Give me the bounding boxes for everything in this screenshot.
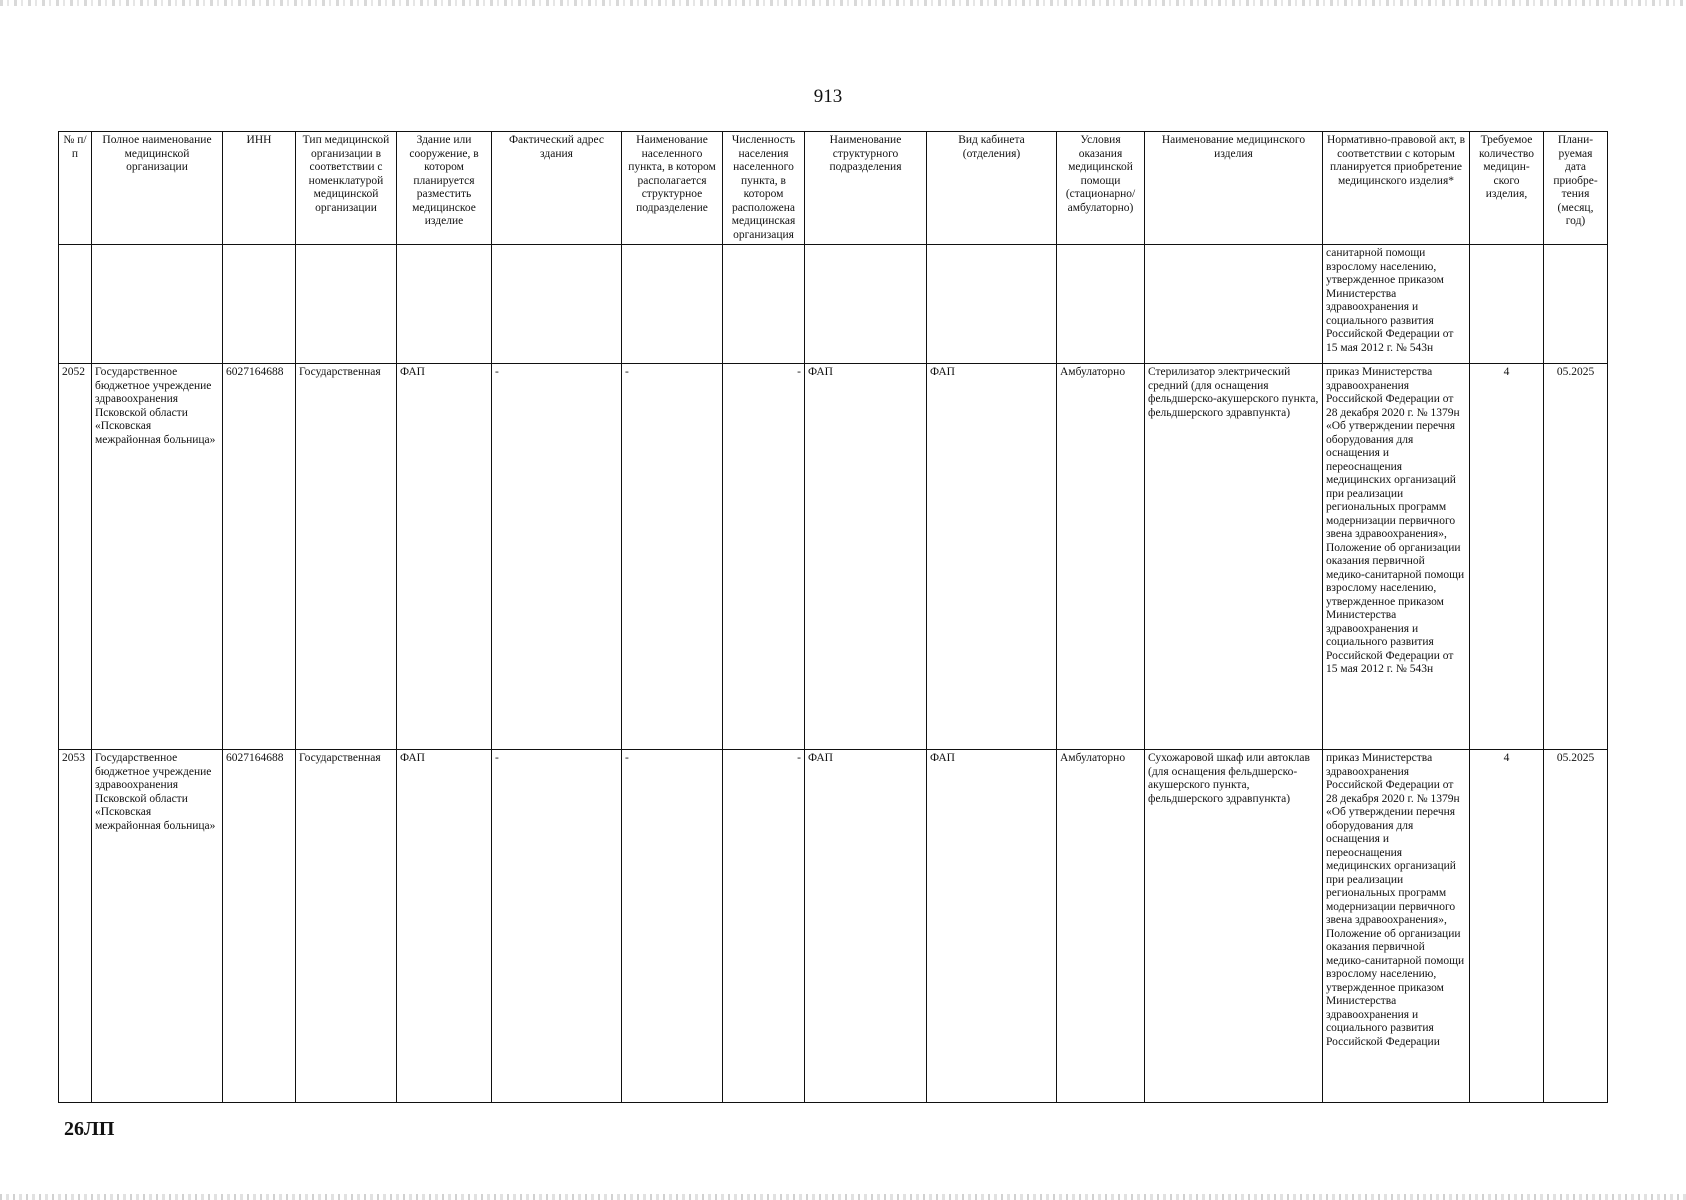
cell-empty <box>1544 245 1608 364</box>
cell-empty <box>927 245 1057 364</box>
table-header-row <box>59 132 1608 245</box>
table-row <box>59 750 1608 1103</box>
header-device: Наименование медицинского изделия <box>1145 132 1323 245</box>
header-qty: Требуемое количество медицин-ского изделия, <box>1470 132 1544 245</box>
cell-org: Государственное бюджетное учреждение здравоохранения Псковской области «Псковская межрайонная больница» <box>92 364 223 750</box>
cell-unit: ФАП <box>805 364 927 750</box>
cell-device: Стерилизатор электрический средний (для оснащения фельдшерско-акушерского пункта, фельдшерского здравпункта) <box>1145 364 1323 750</box>
header-unit: Наименование структурного подразделения <box>805 132 927 245</box>
header-act: Нормативно-правовой акт, в соответствии с которым планируется приобретение медицинского изделия* <box>1323 132 1470 245</box>
cell-inn: 6027164688 <box>223 750 296 1103</box>
header-cabinet: Вид кабинета (отделения) <box>927 132 1057 245</box>
page-number: 913 <box>813 86 843 107</box>
cell-empty <box>1057 245 1145 364</box>
cell-qty: 4 <box>1470 364 1544 750</box>
cell-act: приказ Министерства здравоохранения Российской Федерации от 28 декабря 2020 г. № 1379н «Об утверждении перечня оборудования для оснащения и переоснащения медицинских организаций при реализации региональных программ модернизации первичного звена здравоохранения», Положение об организации оказания первичной медико-санитарной помощи взрослому населению, утвержденное приказом Министерства здравоохранения и социального развития Российской Федерации <box>1323 750 1470 1103</box>
table-row-continuation <box>59 245 1608 364</box>
cell-qty: 4 <box>1470 750 1544 1103</box>
header-inn: ИНН <box>223 132 296 245</box>
cell-empty <box>92 245 223 364</box>
cell-address: - <box>492 364 622 750</box>
footer-code: 26ЛП <box>64 1118 115 1140</box>
cell-inn: 6027164688 <box>223 364 296 750</box>
cell-cabinet: ФАП <box>927 364 1057 750</box>
cell-cabinet: ФАП <box>927 750 1057 1103</box>
cell-population: - <box>723 750 805 1103</box>
cell-empty <box>805 245 927 364</box>
cell-settlement: - <box>622 364 723 750</box>
cell-act: приказ Министерства здравоохранения Российской Федерации от 28 декабря 2020 г. № 1379н «Об утверждении перечня оборудования для оснащения и переоснащения медицинских организаций при реализации региональных программ модернизации первичного звена здравоохранения», Положение об организации оказания первичной медико-санитарной помощи взрослому населению, утвержденное приказом Министерства здравоохранения и социального развития Российской Федерации от 15 мая 2012 г. № 543н <box>1323 364 1470 750</box>
header-org: Полное наименование медицинской организации <box>92 132 223 245</box>
scan-edge-top <box>0 0 1686 6</box>
header-num: № п/п <box>59 132 92 245</box>
cell-org: Государственное бюджетное учреждение здравоохранения Псковской области «Псковская межрайонная больница» <box>92 750 223 1103</box>
cell-population: - <box>723 364 805 750</box>
cell-conditions: Амбулаторно <box>1057 364 1145 750</box>
cell-empty <box>296 245 397 364</box>
equipment-table <box>58 131 1608 1103</box>
cell-empty <box>723 245 805 364</box>
cell-empty <box>492 245 622 364</box>
cell-conditions: Амбулаторно <box>1057 750 1145 1103</box>
cell-empty <box>397 245 492 364</box>
header-date: Плани-руемая дата приобре-тения (месяц, год) <box>1544 132 1608 245</box>
cell-building: ФАП <box>397 750 492 1103</box>
header-population: Численность населения населенного пункта, в котором расположена медицинская организация <box>723 132 805 245</box>
header-settlement: Наименование населенного пункта, в котором располагается структурное подразделение <box>622 132 723 245</box>
cell-empty <box>622 245 723 364</box>
cell-settlement: - <box>622 750 723 1103</box>
cell-act-continuation: санитарной помощи взрослому населению, утвержденное приказом Министерства здравоохранения и социального развития Российской Федерации от 15 мая 2012 г. № 543н <box>1323 245 1470 364</box>
table-row <box>59 364 1608 750</box>
cell-empty <box>1470 245 1544 364</box>
cell-type: Государственная <box>296 750 397 1103</box>
cell-device: Сухожаровой шкаф или автоклав (для оснащения фельдшерско-акушерского пункта, фельдшерского здравпункта) <box>1145 750 1323 1103</box>
cell-empty <box>223 245 296 364</box>
header-conditions: Условия оказания медицинской помощи (стационарно/ амбулаторно) <box>1057 132 1145 245</box>
cell-num: 2053 <box>59 750 92 1103</box>
cell-empty <box>59 245 92 364</box>
cell-num: 2052 <box>59 364 92 750</box>
cell-empty <box>1145 245 1323 364</box>
cell-date: 05.2025 <box>1544 750 1608 1103</box>
cell-type: Государственная <box>296 364 397 750</box>
scan-edge-bottom <box>0 1194 1686 1200</box>
header-building: Здание или сооружение, в котором планируется разместить медицинское изделие <box>397 132 492 245</box>
cell-address: - <box>492 750 622 1103</box>
header-type: Тип медицинской организации в соответствии с номенклатурой медицинской организации <box>296 132 397 245</box>
cell-unit: ФАП <box>805 750 927 1103</box>
cell-date: 05.2025 <box>1544 364 1608 750</box>
cell-building: ФАП <box>397 364 492 750</box>
header-address: Фактический адрес здания <box>492 132 622 245</box>
